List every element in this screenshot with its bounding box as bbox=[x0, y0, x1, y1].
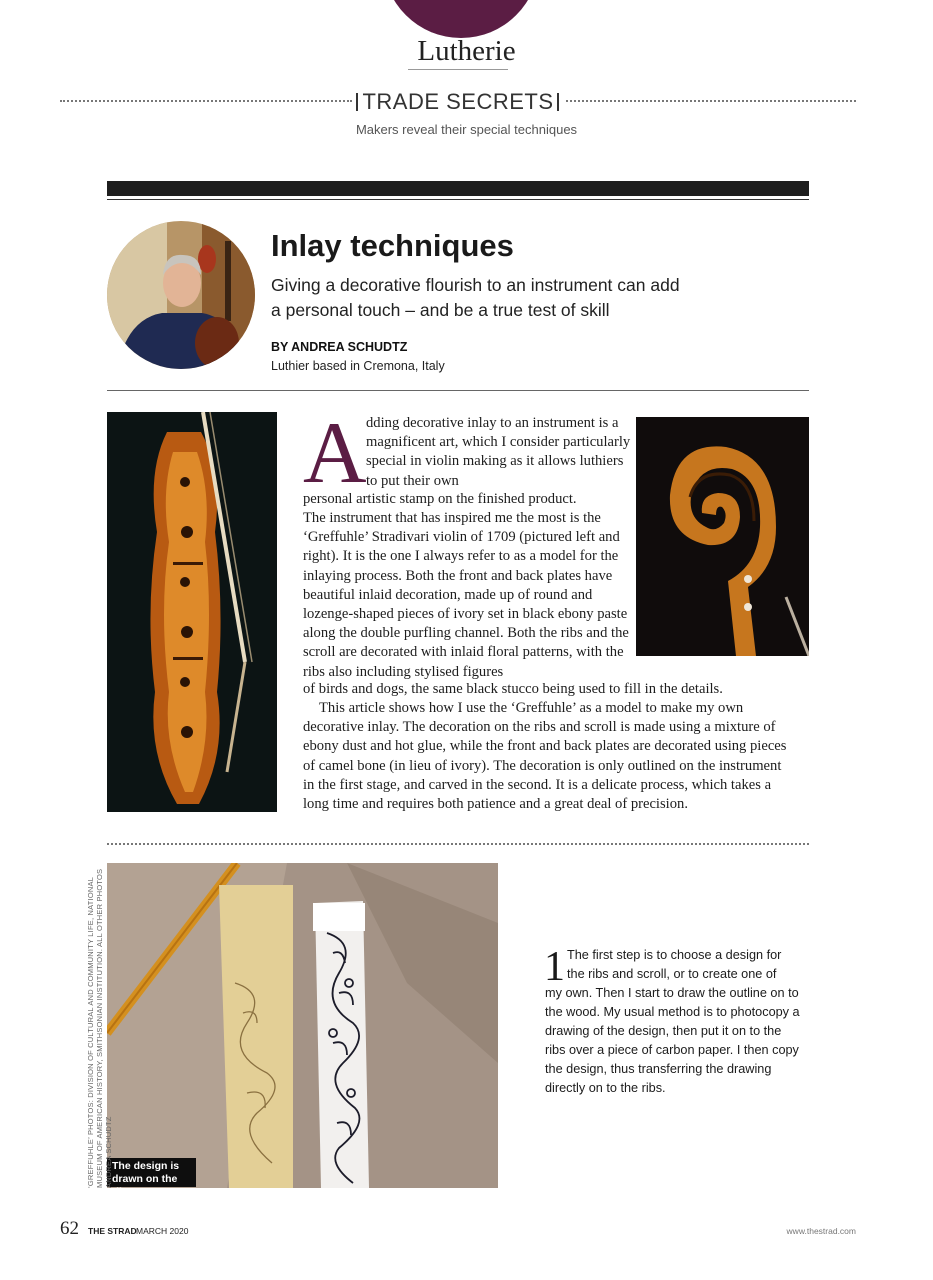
byline: BY ANDREA SCHUDTZ bbox=[271, 340, 408, 354]
rule-tick-right bbox=[557, 93, 559, 111]
violin-scroll-image bbox=[636, 417, 809, 656]
rule-tick-left bbox=[356, 93, 358, 111]
series-title: TRADE SECRETS bbox=[362, 89, 554, 114]
section-divider bbox=[107, 843, 809, 845]
step-text-rest: my own. Then I start to draw the outline on to the wood. My usual method is to photocopy a drawing of the design, then put it on to the ribs over a piece of carbon paper. I then copy the design, thus transferring the drawing directly on to the ribs. bbox=[545, 986, 800, 1095]
step-number: 1 bbox=[544, 944, 565, 990]
dotted-rule-right bbox=[566, 100, 856, 102]
photo-caption: The design is drawn on the ribs bbox=[107, 1158, 196, 1187]
violin-ribs-photo bbox=[107, 412, 277, 812]
step-1-image bbox=[107, 863, 498, 1188]
website-link[interactable]: www.thestrad.com bbox=[786, 1226, 856, 1236]
header-bar bbox=[107, 181, 809, 196]
author-portrait-image bbox=[107, 221, 255, 369]
section-underline bbox=[408, 69, 508, 70]
author-portrait bbox=[107, 221, 255, 369]
lead-paragraph-end: personal artistic stamp on the finished product. bbox=[303, 491, 577, 507]
body-paragraph-1: The instrument that has inspired me the most is the ‘Greffuhle’ Stradivari violin of 1709 (pictured left and right). It is the one I always refer to as a model for the inlaying process. Both the front and back plates have beautiful inlaid decoration, made up of round and lozenge-shaped pieces of ivory set in black ebony paste along the double purfling channel. Both the ribs and the scroll are decorated with inlaid floral patterns, with the ribs also including stylised figures bbox=[303, 510, 629, 680]
body-paragraph-2: This article shows how I use the ‘Greffuhle’ as a model to make my own decorative inlay. The decoration on the ribs and scroll is made using a mixture of ebony dust and hot glue, while the front and back plates are decorated using pieces of camel bone (in lieu of ivory). The decoration is only outlined on the instrument in the first stage, and carved in the second. It is a delicate process, which takes a long time and requires both patience and a great deal of precision. bbox=[303, 700, 787, 813]
violin-scroll-photo bbox=[636, 417, 809, 656]
article-title: Inlay techniques bbox=[271, 228, 514, 263]
section-title: Lutherie bbox=[417, 35, 516, 67]
dotted-rule-left bbox=[60, 100, 352, 102]
page-number: 62 bbox=[60, 1218, 79, 1239]
photo-credit: ‘GREFFUHLE’ PHOTOS: DIVISION OF CULTURAL AND COMMUNITY LIFE, NATIONAL MUSEUM OF AMERICAN HISTORY, SMITHSONIAN INSTITUTION. ALL OTHER PHOTOS ANDREA SCHUDTZ bbox=[86, 868, 113, 1188]
author-role: Luthier based in Cremona, Italy bbox=[271, 359, 445, 373]
lead-paragraph-start: dding decorative inlay to an instrument is a magnificent art, which I consider particularly special in violin making as it allows luthiers to put their own bbox=[366, 415, 631, 489]
magazine-name: THE STRAD bbox=[88, 1226, 137, 1236]
series-subtitle: Makers reveal their special techniques bbox=[355, 122, 578, 137]
article-standfirst: Giving a decorative flourish to an instrument can add a personal touch – and be a true test of skill bbox=[271, 275, 680, 320]
step-text-start: The first step is to choose a design for the ribs and scroll, or to create one of bbox=[567, 948, 782, 981]
headline-rule bbox=[107, 390, 809, 391]
drop-cap: A bbox=[303, 405, 367, 502]
step-1-photo bbox=[107, 863, 498, 1188]
magazine-issue: MARCH 2020 bbox=[136, 1226, 189, 1236]
section-circle-decoration bbox=[383, 0, 539, 38]
header-rule bbox=[107, 199, 809, 200]
violin-ribs-image bbox=[107, 412, 277, 812]
body-paragraph-1-end: of birds and dogs, the same black stucco being used to fill in the details. bbox=[303, 681, 723, 697]
